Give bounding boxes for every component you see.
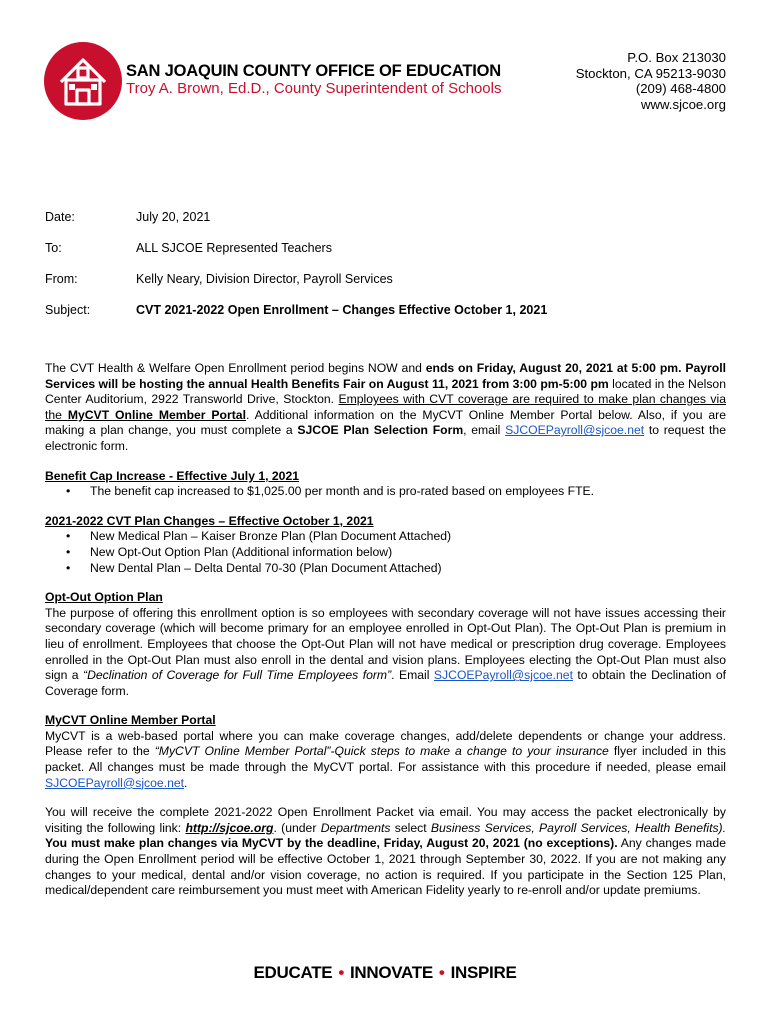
declination-form-name: “Declination of Coverage for Full Time Employees form” [83, 668, 392, 683]
opt-out-text-1: The purpose of offering this enrollment option is so employees with secondary coverage will not have issues accessing their secondary coverage (which will become primary for an employee enrolled in Opt-Out Plan). The Opt-Out Plan is premium in lieu of enrollment. Employees that choose the Opt-Out Plan will not have medical or prescription drug coverage. Employees enrolled in the Opt-Out Plan must also enroll in the dental and vision plans. Employees electing the Opt-Out Plan must also sign a [45, 605, 726, 683]
payroll-email-link[interactable]: SJCOEPayroll@sjcoe.net [505, 423, 645, 438]
date-value: July 20, 2021 [136, 210, 211, 224]
benefit-cap-list [45, 484, 726, 500]
mycvt-text-1: MyCVT is a web-based portal where you can make coverage changes, add/delete dependents or change your address. Please refer to the [45, 728, 726, 759]
list-item: • New Medical Plan – Kaiser Bronze Plan (Plan Document Attached) [90, 529, 726, 545]
mycvt-text-3: . [184, 775, 188, 790]
address-po-box: P.O. Box 213030 [627, 50, 726, 65]
footer-separator: • [338, 963, 344, 982]
mycvt-paragraph [45, 729, 726, 791]
footer-separator: • [438, 963, 445, 982]
mycvt-text-2: flyer included in this packet. All changes must be made through the MyCVT portal. For assistance with this procedure if needed, please email [45, 744, 726, 775]
closing-navigation-path: Business Services, Payroll Services, Health Benefits). [430, 820, 726, 835]
closing-text-3: select [390, 820, 431, 835]
list-item: • New Dental Plan – Delta Dental 70-30 (Plan Document Attached) [90, 561, 726, 577]
list-item: • New Opt-Out Option Plan (Additional information below) [90, 545, 726, 561]
intro-plan-selection-form: SJCOE Plan Selection Form [297, 423, 464, 438]
to-label: To: [45, 241, 62, 255]
footer-word-inspire: INSPIRE [450, 963, 517, 982]
closing-text-2: . (under [273, 820, 321, 835]
intro-text-3: . Additional information on the MyCVT Online Member Portal below. Also, if you are making a plan change, you must complete a [45, 407, 726, 438]
intro-text-4: , email [463, 423, 506, 438]
opt-out-paragraph [45, 606, 726, 700]
intro-underlined-requirement: Employees with CVT coverage are required to make plan changes via the [45, 392, 726, 422]
from-value: Kelly Neary, Division Director, Payroll Services [136, 272, 393, 286]
mycvt-flyer-name: “MyCVT Online Member Portal”-Quick steps to make a change to your insurance [154, 744, 609, 759]
date-label: Date: [45, 210, 75, 224]
plan-changes-heading: 2021-2022 CVT Plan Changes – Effective October 1, 2021 [45, 513, 374, 528]
closing-text-1: You will receive the complete 2021-2022 Open Enrollment Packet via email. You may access the packet electronically by visiting the following link: [45, 805, 726, 835]
opt-out-text-3: to obtain the Declination of Coverage form. [45, 668, 727, 698]
subject-label: Subject: [45, 303, 91, 317]
sjcoe-website-link[interactable]: http://sjcoe.org [185, 820, 274, 835]
memo-body [45, 361, 726, 899]
intro-text-5: to request the electronic form. [45, 423, 726, 453]
address-block [576, 50, 726, 112]
closing-paragraph [45, 805, 726, 899]
intro-portal-name: MyCVT Online Member Portal [67, 407, 246, 422]
payroll-email-link[interactable]: SJCOEPayroll@sjcoe.net [433, 668, 573, 683]
address-website: www.sjcoe.org [640, 96, 726, 112]
mycvt-heading: MyCVT Online Member Portal [45, 713, 216, 728]
footer-word-innovate: INNOVATE [349, 963, 433, 982]
closing-text-4: Any changes made during the Open Enrollment period will be effective October 1, 2021 through September 30, 2022. If you are not making any changes to your medical, dental and/or vision coverage, no action is required. If you participate in the Section 125 Plan, medical/dependent care reimbursement you must meet with American Fidelity yearly to re-enroll and/or update premiums. [45, 836, 726, 898]
intro-paragraph [45, 361, 726, 455]
superintendent-line: Troy A. Brown, Ed.D., County Superintendent of Schools [126, 80, 502, 97]
benefit-cap-heading: Benefit Cap Increase - Effective July 1, 2021 [45, 468, 300, 483]
address-phone: (209) 468-4800 [635, 81, 726, 96]
plan-changes-list [45, 529, 726, 576]
intro-text-2: located in the Nelson Center Auditorium, 2922 Transworld Drive, Stockton. [45, 376, 726, 407]
subject-value: CVT 2021-2022 Open Enrollment – Changes Effective October 1, 2021 [136, 303, 548, 317]
payroll-email-link[interactable]: SJCOEPayroll@sjcoe.net [45, 775, 185, 790]
list-item: • The benefit cap increased to $1,025.00 per month and is pro-rated based on employees FTE. [90, 484, 726, 500]
intro-text-1: The CVT Health & Welfare Open Enrollment period begins NOW and [45, 361, 426, 375]
organization-name: SAN JOAQUIN COUNTY OFFICE OF EDUCATION [126, 62, 501, 80]
footer-tagline [0, 963, 770, 983]
schoolhouse-icon [44, 42, 122, 120]
footer-word-educate: EDUCATE [253, 963, 333, 982]
address-city: Stockton, CA 95213-9030 [575, 65, 726, 81]
to-value: ALL SJCOE Represented Teachers [136, 241, 332, 255]
from-label: From: [45, 272, 78, 286]
closing-deadline: You must make plan changes via MyCVT by the deadline, Friday, August 20, 2021 (no exceptions). [45, 836, 618, 851]
closing-departments: Departments [320, 820, 391, 835]
opt-out-heading: Opt-Out Option Plan [45, 590, 163, 605]
opt-out-text-2: . Email [391, 668, 434, 683]
intro-bold-fair: ends on Friday, August 20, 2021 at 5:00 pm. Payroll Services will be hosting the annual Health Benefits Fair on August 11, 2021 from 3:00 pm-5:00 pm [45, 361, 726, 391]
